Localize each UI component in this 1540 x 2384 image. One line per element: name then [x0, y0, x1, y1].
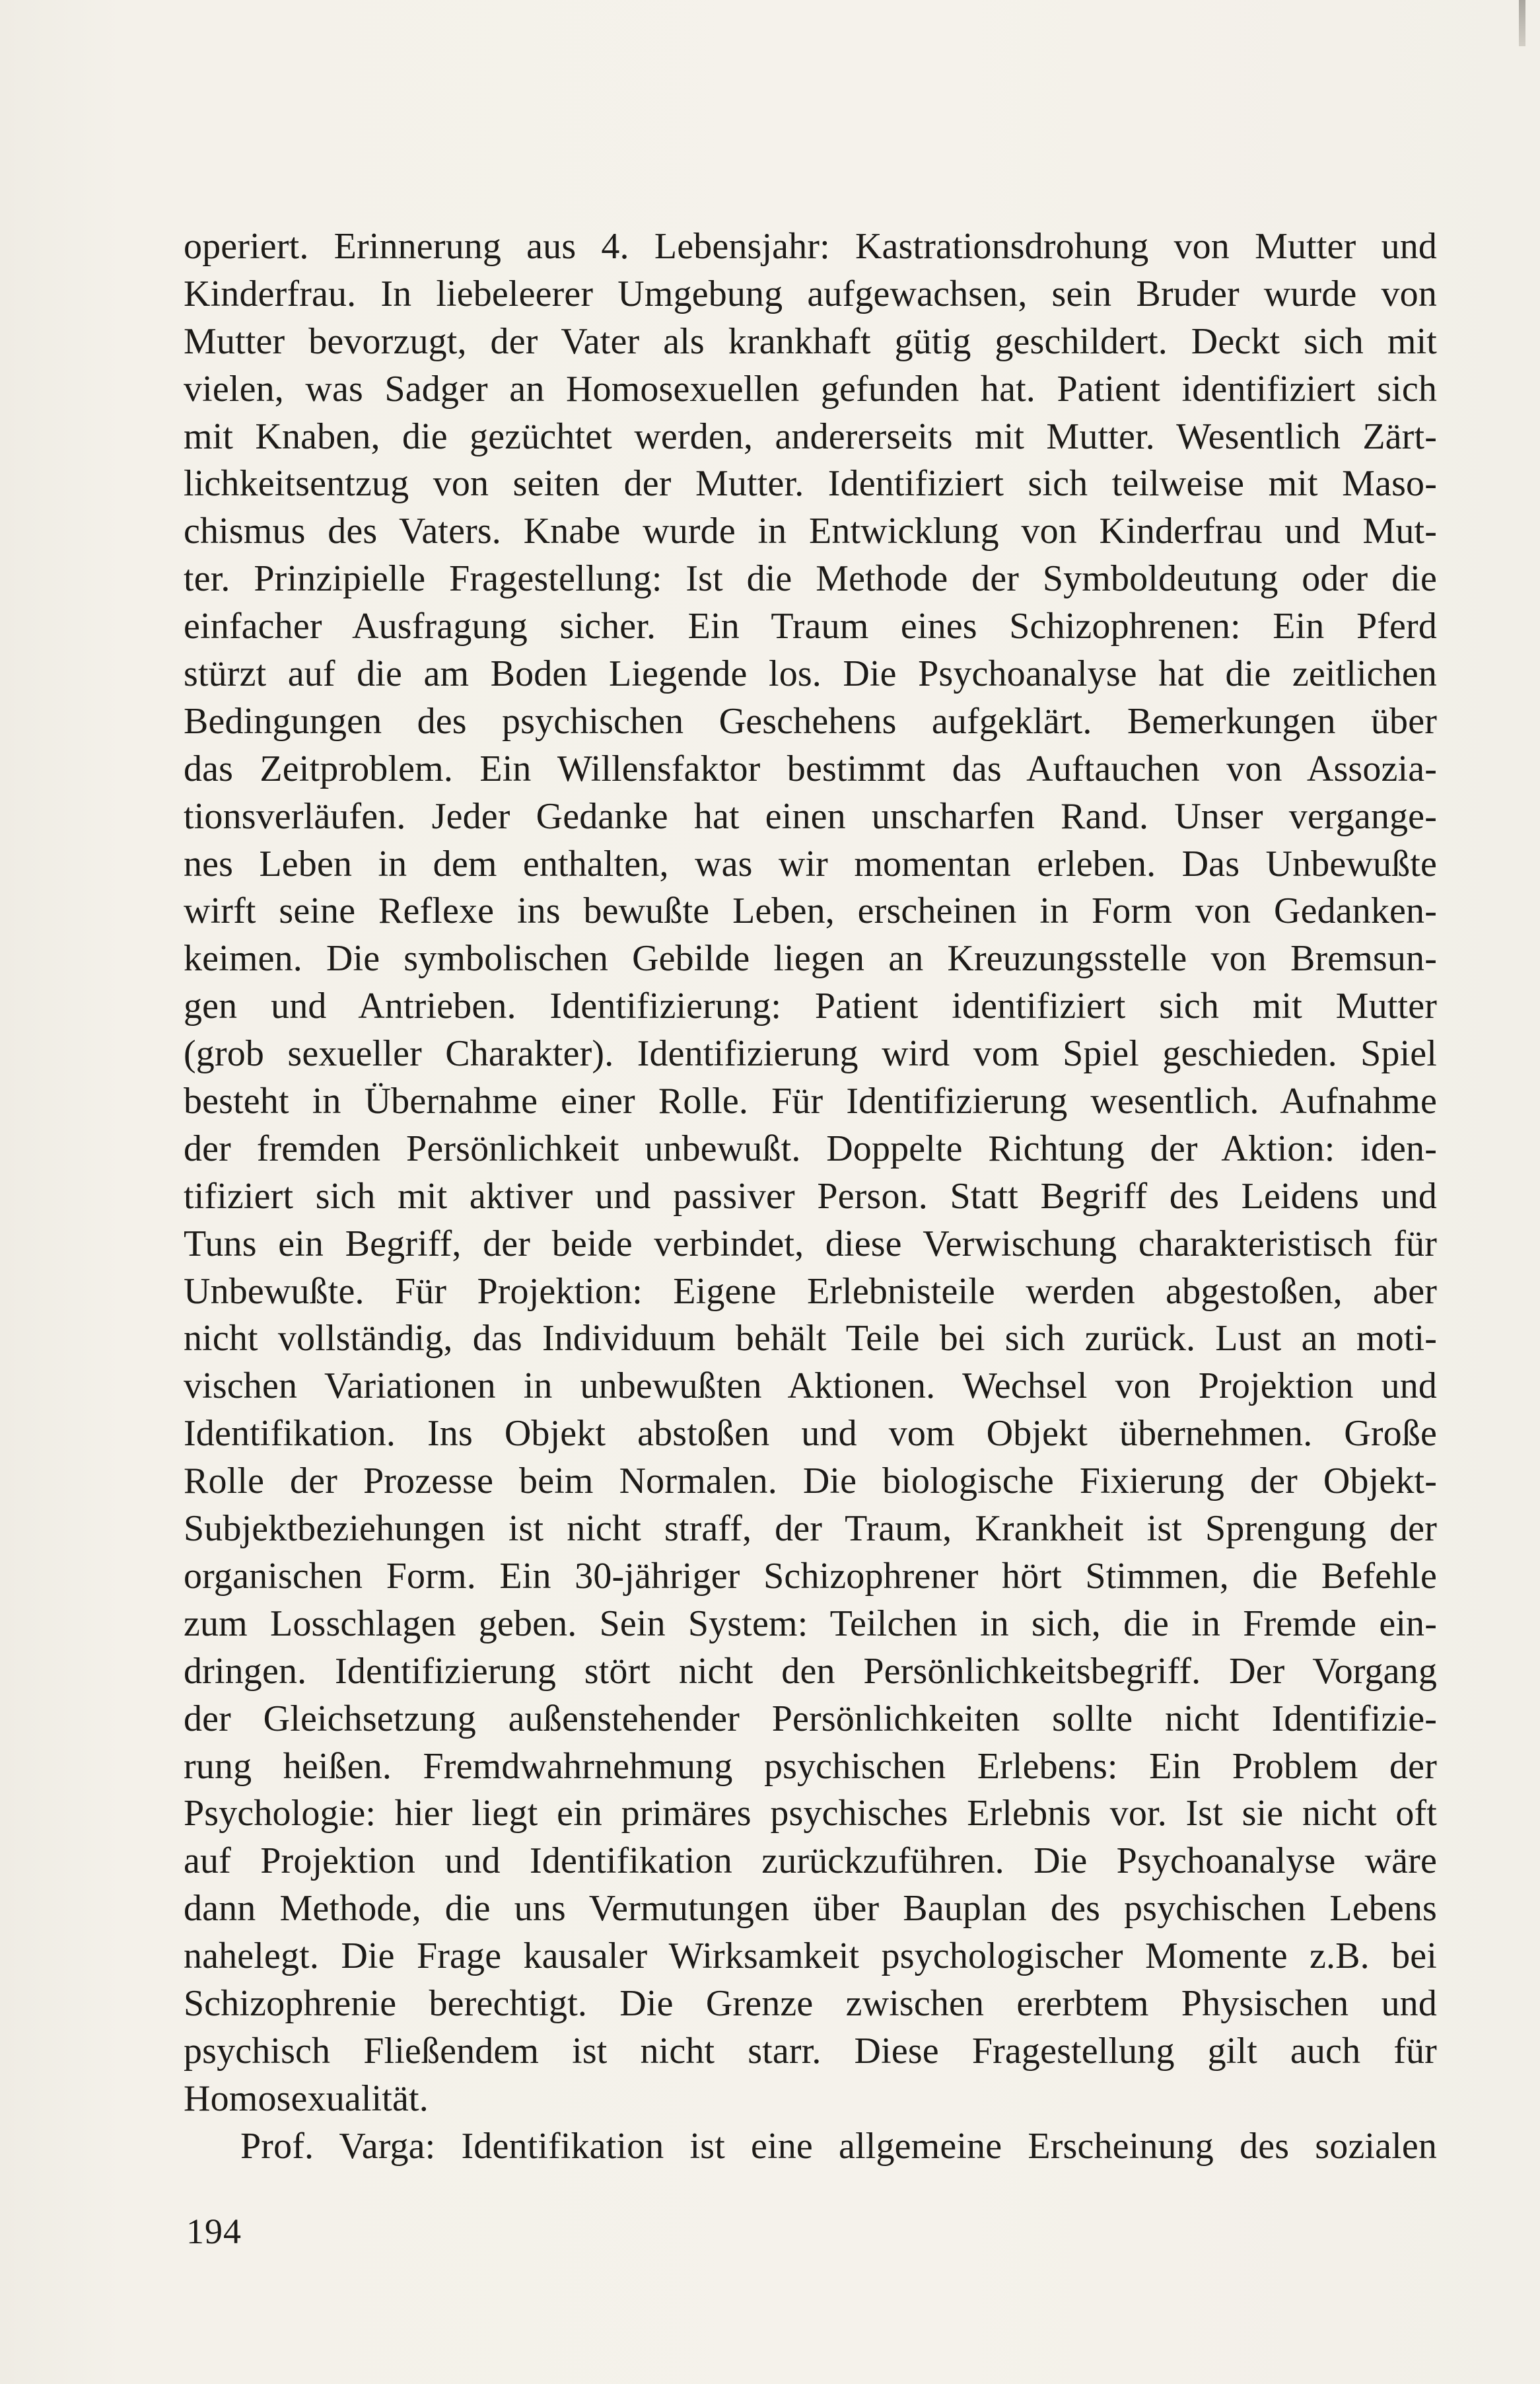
text-line: Kinderfrau. In liebeleerer Umgebung aufgewachsen, sein Bruder wurde von — [184, 273, 1437, 314]
text-line: psychisch Fließendem ist nicht starr. Diese Fragestellung gilt auch für — [184, 2030, 1437, 2072]
text-line: der fremden Persönlichkeit unbewußt. Doppelte Richtung der Aktion: iden- — [184, 1128, 1437, 1169]
page-number: 194 — [186, 2212, 242, 2251]
text-line: das Zeitproblem. Ein Willensfaktor bestimmt das Auftauchen von Assozia- — [184, 748, 1437, 789]
text-line: zum Losschlagen geben. Sein System: Teilchen in sich, die in Fremde ein- — [184, 1603, 1437, 1644]
text-line: Tuns ein Begriff, der beide verbindet, diese Verwischung charakteristisch für — [184, 1223, 1437, 1264]
text-line: chismus des Vaters. Knabe wurde in Entwicklung von Kinderfrau und Mut- — [184, 511, 1437, 552]
text-line: vielen, was Sadger an Homosexuellen gefunden hat. Patient identifiziert sich — [184, 368, 1437, 410]
text-line: lichkeitsentzug von seiten der Mutter. Identifiziert sich teilweise mit Maso- — [184, 463, 1437, 505]
text-line: tifiziert sich mit aktiver und passiver Person. Statt Begriff des Leidens und — [184, 1175, 1437, 1217]
text-line: keimen. Die symbolischen Gebilde liegen an Kreuzungsstelle von Bremsun- — [184, 938, 1437, 980]
text-line: dringen. Identifizierung stört nicht den Persönlichkeitsbegriff. Der Vorgang — [184, 1650, 1437, 1692]
text-line: nes Leben in dem enthalten, was wir momentan erleben. Das Unbewußte — [184, 843, 1437, 885]
paragraph-start-line: Prof. Varga: Identifikation ist eine allgemeine Erscheinung des sozialen — [240, 2125, 1437, 2167]
text-line: stürzt auf die am Boden Liegende los. Die Psychoanalyse hat die zeitlichen — [184, 653, 1437, 695]
text-line: operiert. Erinnerung aus 4. Lebensjahr: Kastrationsdrohung von Mutter und — [184, 226, 1437, 267]
text-line: Schizophrenie berechtigt. Die Grenze zwischen ererbtem Physischen und — [184, 1982, 1437, 2024]
text-line: Bedingungen des psychischen Geschehens aufgeklärt. Bemerkungen über — [184, 700, 1437, 742]
text-line: rung heißen. Fremdwahrnehmung psychischen Erlebens: Ein Problem der — [184, 1745, 1437, 1787]
page-edge-mark — [1519, 0, 1525, 46]
text-line: einfacher Ausfragung sicher. Ein Traum eines Schizophrenen: Ein Pferd — [184, 606, 1437, 647]
text-line: (grob sexueller Charakter). Identifizierung wird vom Spiel geschieden. Spiel — [184, 1033, 1437, 1075]
text-line: auf Projektion und Identifikation zurückzuführen. Die Psychoanalyse wäre — [184, 1840, 1437, 1882]
text-line: Psychologie: hier liegt ein primäres psychisches Erlebnis vor. Ist sie nicht oft — [184, 1793, 1437, 1834]
text-line: wirft seine Reflexe ins bewußte Leben, erscheinen in Form von Gedanken- — [184, 890, 1437, 932]
text-line: mit Knaben, die gezüchtet werden, andererseits mit Mutter. Wesentlich Zärt- — [184, 415, 1437, 457]
text-line: Unbewußte. Für Projektion: Eigene Erlebnisteile werden abgestoßen, aber — [184, 1270, 1437, 1312]
text-line: Mutter bevorzugt, der Vater als krankhaft gütig geschildert. Deckt sich mit — [184, 320, 1437, 362]
text-line: besteht in Übernahme einer Rolle. Für Identifizierung wesentlich. Aufnahme — [184, 1081, 1437, 1122]
paragraph-end-line: Homosexualität. — [184, 2077, 429, 2119]
text-line: gen und Antrieben. Identifizierung: Patient identifiziert sich mit Mutter — [184, 986, 1437, 1027]
text-line: Identifikation. Ins Objekt abstoßen und vom Objekt übernehmen. Große — [184, 1413, 1437, 1455]
text-line: dann Methode, die uns Vermutungen über Bauplan des psychischen Lebens — [184, 1888, 1437, 1930]
text-line: nahelegt. Die Frage kausaler Wirksamkeit psychologischer Momente z.B. bei — [184, 1935, 1437, 1977]
text-line: organischen Form. Ein 30-jähriger Schizophrener hört Stimmen, die Befehle — [184, 1555, 1437, 1597]
text-line: ter. Prinzipielle Fragestellung: Ist die Methode der Symboldeutung oder die — [184, 558, 1437, 600]
text-line: vischen Variationen in unbewußten Aktionen. Wechsel von Projektion und — [184, 1365, 1437, 1407]
text-line: Subjektbeziehungen ist nicht straff, der Traum, Krankheit ist Sprengung der — [184, 1508, 1437, 1550]
text-line: Rolle der Prozesse beim Normalen. Die biologische Fixierung der Objekt- — [184, 1461, 1437, 1502]
text-line: der Gleichsetzung außenstehender Persönlichkeiten sollte nicht Identifizie- — [184, 1698, 1437, 1739]
text-line: nicht vollständig, das Individuum behält Teile bei sich zurück. Lust an moti- — [184, 1318, 1437, 1359]
text-line: tionsverläufen. Jeder Gedanke hat einen unscharfen Rand. Unser vergange- — [184, 795, 1437, 837]
body-text — [184, 223, 1437, 2171]
